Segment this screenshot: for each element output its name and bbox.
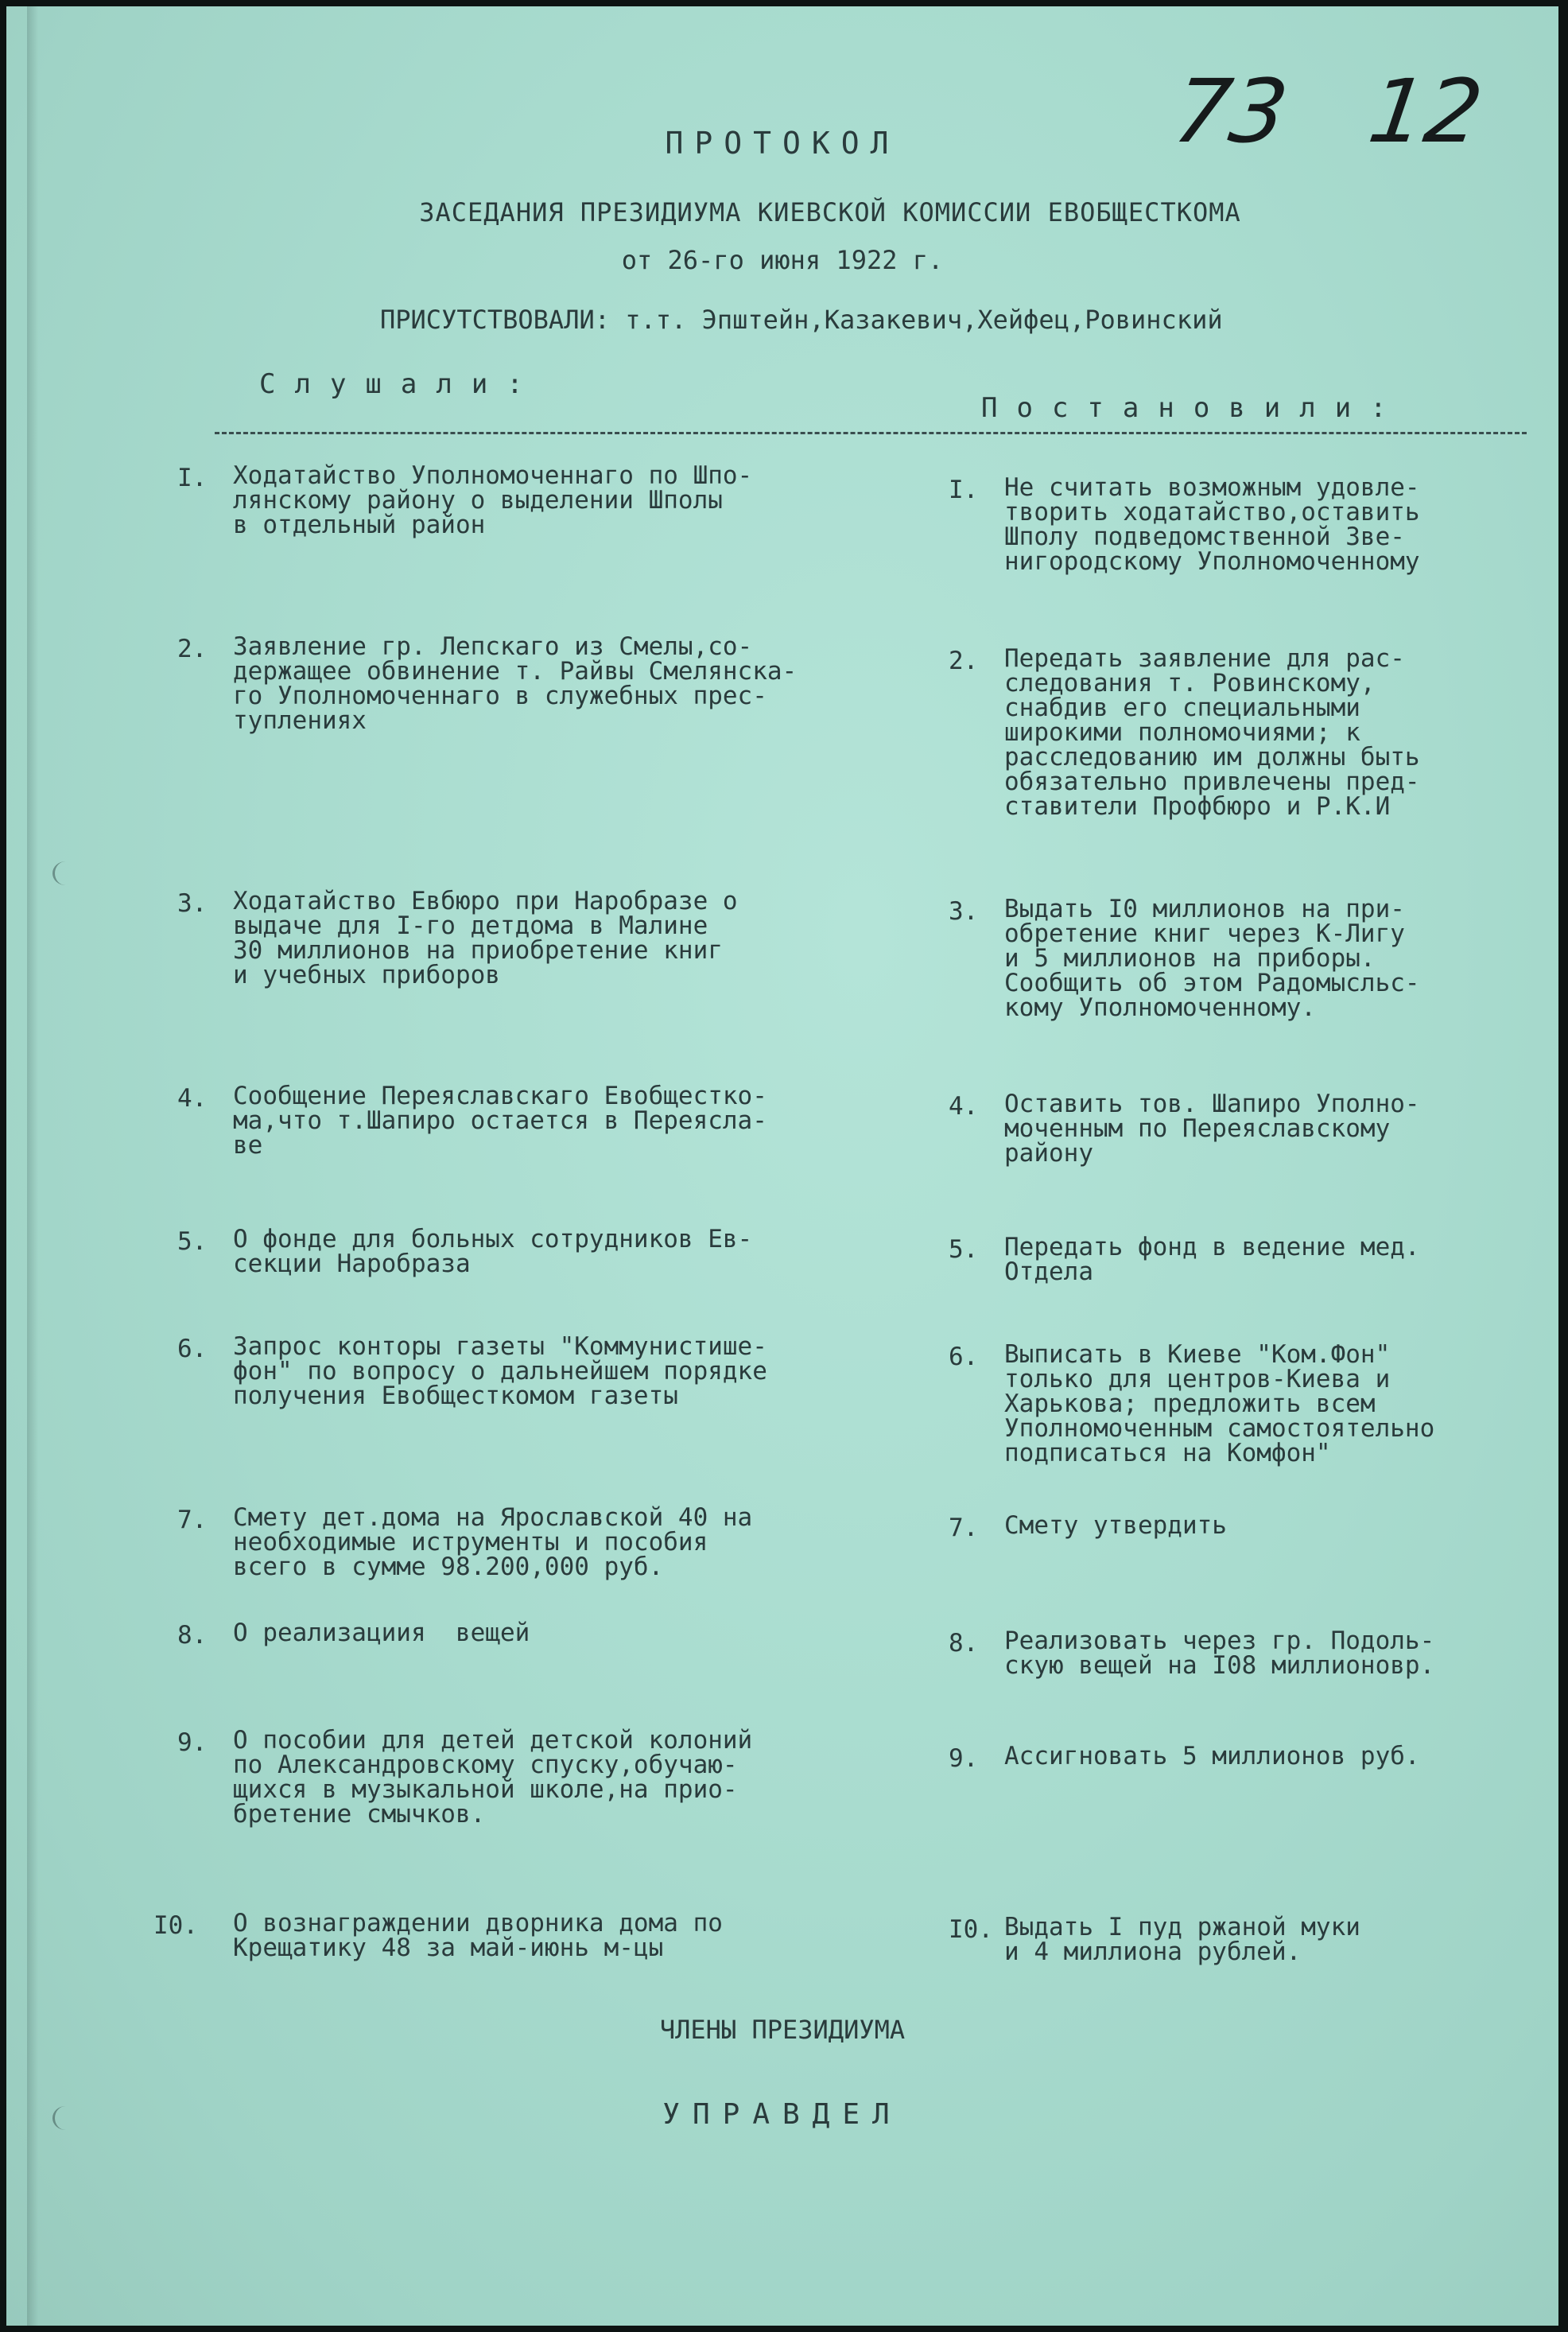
item-heard-text: О фонде для больных сотрудников Ев- секции Наробраза [233,1225,753,1278]
item-heard-text: Сообщение Переяславскаго Евобщестко- ма,что т.Шапиро остается в Переясла- ве [233,1082,767,1160]
item-number-heard: 2. [177,635,208,663]
item-heard-text: Ходатайство Уполномоченнаго по Шпо- лянскому району о выделении Шполы в отдельный район [233,461,753,539]
item-heard-text: О реализациия вещей [233,1619,530,1647]
item-number-heard: I. [177,464,208,492]
sheet-number-b: 12 [1362,60,1488,162]
document-page [6,6,1558,2326]
item-number-heard: 9. [177,1728,208,1757]
item-resolved-text: Ассигновать 5 миллионов руб. [1004,1742,1420,1770]
column-heading-heard: Слушали: [259,368,542,400]
item-number-heard: 3. [177,889,208,918]
item-number-heard: 7. [177,1506,208,1534]
item-number-resolved: 8. [949,1629,979,1658]
column-heading-resolved: Постановили: [981,392,1406,424]
sheet-number-a: 73 [1168,60,1294,162]
manager-label: УПРАВДЕЛ [662,2098,902,2131]
signature-label: ЧЛЕНЫ ПРЕЗИДИУМА [659,2015,906,2045]
item-number-heard: 4. [177,1084,208,1113]
item-number-resolved: 6. [949,1343,979,1371]
item-resolved-text: Смету утвердить [1004,1511,1227,1540]
document-title: ПРОТОКОЛ [665,126,900,161]
item-number-resolved: 4. [949,1092,979,1121]
item-heard-text: Ходатайство Евбюро при Наробразе о выдаче для I-го детдома в Малине 30 миллионов на приобретение книг и учебных приборов [233,887,738,989]
item-number-resolved: 7. [949,1514,979,1542]
item-number-heard: I0. [153,1911,198,1940]
item-number-resolved: 3. [949,897,979,926]
item-resolved-text: Не считать возможным удовле- творить ходатайство,оставить Шполу подведомственной Зве- нигородскому Уполномоченному [1004,473,1420,576]
item-heard-text: Смету дет.дома на Ярославской 40 на необходимые иструменты и пособия всего в сумме 98.200,000 руб. [233,1503,753,1581]
item-number-heard: 8. [177,1621,208,1650]
item-number-resolved: 5. [949,1235,979,1264]
item-number-resolved: I. [949,476,979,504]
attendees: ПРИСУТСТВОВАЛИ: т.т. Эпштейн,Казакевич,Хейфец,Ровинский [380,305,1223,335]
item-number-resolved: I0. [949,1915,993,1944]
item-heard-text: Заявление гр. Лепскаго из Смелы,со- держащее обвинение т. Райвы Смелянска- го Уполномоченнаго в служебных прес- туплениях [233,632,798,735]
item-resolved-text: Передать фонд в ведение мед. Отдела [1004,1233,1420,1286]
item-heard-text: Запрос конторы газеты "Коммунистише- фон" по вопросу о дальнейшем порядке получения Евобщесткомом газеты [233,1332,767,1410]
item-number-heard: 5. [177,1227,208,1256]
item-resolved-text: Выписать в Киеве "Ком.Фон" только для центров-Киева и Харькова; предложить всем Уполномоченным самостоятельно подписаться на Комфон" [1004,1340,1435,1467]
page-fold [27,6,38,2326]
item-number-resolved: 2. [949,647,979,675]
item-number-resolved: 9. [949,1744,979,1773]
item-heard-text: О пособии для детей детской колоний по Александровскому спуску,обучаю- щихся в музыкальной школе,на прио- бретение смычков. [233,1726,753,1829]
item-resolved-text: Передать заявление для рас- следования т. Ровинскому, снабдив его специальными широкими полномочиями; к расследованию им должны быть обязательно привлечены пред- ставители Профбюро и Р.К.И [1004,644,1420,821]
heading-divider [215,432,1527,434]
document-date: от 26-го июня 1922 г. [621,245,944,275]
punch-hole-mark [52,861,79,885]
item-resolved-text: Выдать I пуд ржаной муки и 4 миллиона рублей. [1004,1913,1360,1966]
item-number-heard: 6. [177,1335,208,1363]
document-subtitle: ЗАСЕДАНИЯ ПРЕЗИДИУМА КИЕВСКОЙ КОМИССИИ ЕВОБЩЕСТКОМА [419,197,1241,227]
item-resolved-text: Реализовать через гр. Подоль- скую вещей на I08 миллионовр. [1004,1627,1435,1680]
item-resolved-text: Выдать I0 миллионов на при- обретение книг через К-Лигу и 5 миллионов на приборы. Сообщить об этом Радомысльс- кому Уполномоченному. [1004,895,1420,1022]
item-heard-text: О вознаграждении дворника дома по Крещатику 48 за май-июнь м-цы [233,1909,723,1962]
item-resolved-text: Оставить тов. Шапиро Уполно- моченным по Переяславскому району [1004,1090,1420,1168]
